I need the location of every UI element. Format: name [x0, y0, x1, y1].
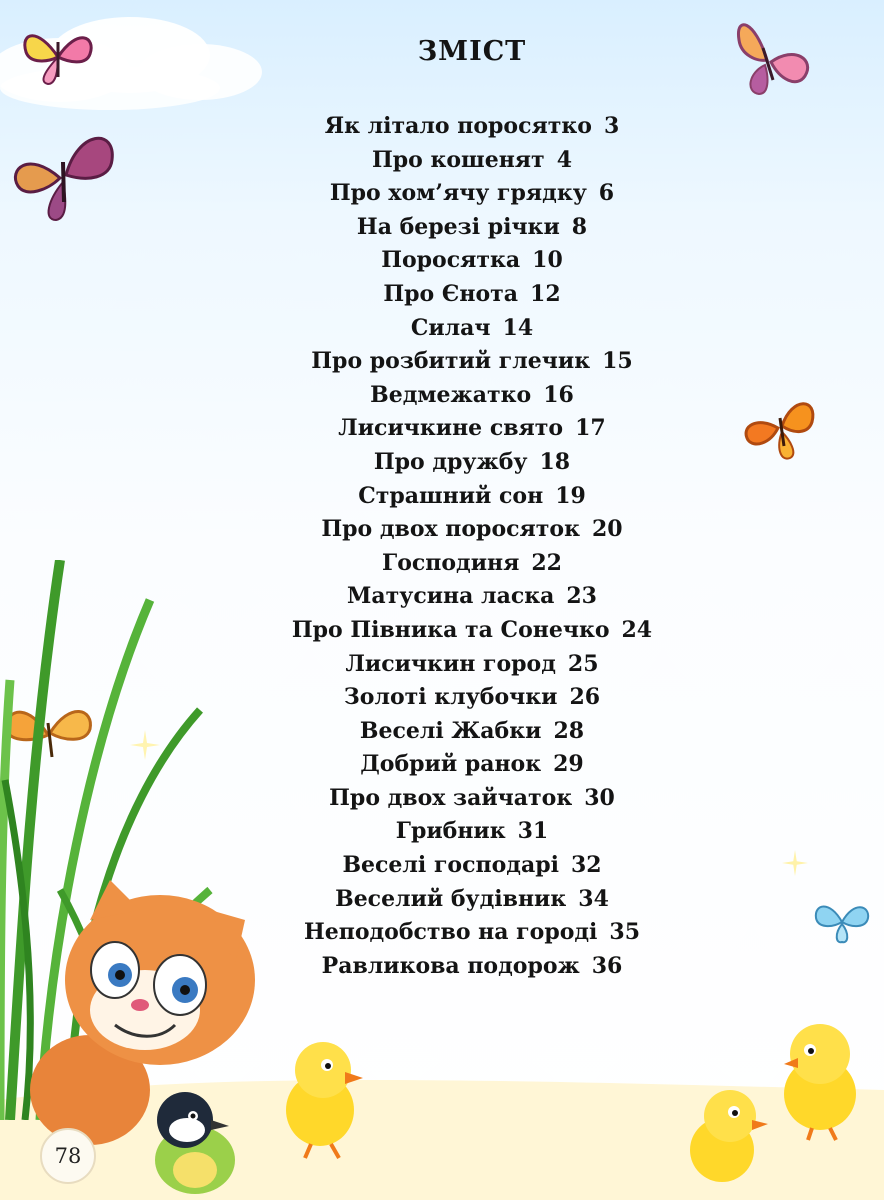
toc-entry-page: 18 [539, 448, 571, 475]
toc-entry [0, 345, 884, 379]
toc-entry-title: Про кошенят [372, 146, 545, 173]
toc-entry-page: 8 [571, 213, 588, 240]
toc-entry-page: 12 [530, 280, 561, 307]
toc-entry-page: 34 [578, 885, 609, 912]
toc-entry [0, 580, 884, 614]
toc-entry-page: 19 [555, 482, 586, 509]
toc-entry [0, 144, 884, 178]
toc-entry-title: Добрий ранок [360, 751, 542, 778]
toc-entry-title: Матусина ласка [347, 583, 555, 610]
toc-entry-title: Грибник [395, 818, 506, 845]
chick-illustration [680, 1080, 770, 1190]
toc-entry-title: Неподобство на городі [303, 919, 598, 946]
toc-entry [0, 782, 884, 816]
toc-entry-page: 17 [575, 415, 606, 442]
toc-entry-page: 14 [502, 314, 534, 341]
toc-entry [0, 312, 884, 346]
toc-entry-page: 32 [570, 852, 602, 879]
toc-entry-title: Веселі Жабки [359, 717, 542, 744]
chick-illustration [275, 1030, 365, 1160]
toc-entry-page: 28 [553, 717, 585, 744]
toc-entry-page: 35 [609, 919, 641, 946]
toc-entry-page: 6 [598, 180, 615, 207]
toc-entry [0, 110, 884, 144]
toc-entry-title: Веселий будівник [335, 885, 567, 912]
toc-entry-title: Про дружбу [373, 448, 528, 475]
toc-entry [0, 278, 884, 312]
toc-entry-title: Лисичкине свято [338, 415, 564, 442]
toc-entry [0, 748, 884, 782]
toc-entry-title: Веселі господарі [342, 852, 559, 879]
toc-entry-page: 3 [603, 113, 620, 139]
toc-entry-title: Равликова подорож [321, 952, 580, 979]
toc-entry-title: Силач [410, 314, 491, 341]
toc-entry-title: Про Єнота [383, 280, 519, 307]
toc-entry-page: 20 [591, 516, 623, 543]
toc-entry [0, 815, 884, 849]
toc-entry-title: Про хом’ячу грядку [329, 180, 587, 207]
toc-entry [0, 916, 884, 950]
toc-entry [0, 681, 884, 715]
toc-entry-title: Поросятка [381, 247, 521, 274]
toc-entry [0, 480, 884, 514]
toc-entry [0, 412, 884, 446]
toc-entry-page: 36 [591, 952, 623, 979]
toc-entry-title: Золоті клубочки [343, 684, 558, 711]
toc-entry-title: Як літало поросятко [324, 113, 592, 139]
bird-illustration [145, 1090, 245, 1200]
toc-entry [0, 211, 884, 245]
toc-entry [0, 513, 884, 547]
toc-entry-page: 29 [553, 751, 584, 778]
toc-entry-page: 4 [556, 146, 572, 173]
toc-entry [0, 849, 884, 883]
toc-entry-page: 26 [569, 684, 601, 711]
toc-entry-title: Страшний сон [358, 482, 544, 509]
toc-entry-title: На березі річки [356, 213, 560, 240]
toc-entry-page: 22 [531, 549, 562, 576]
toc-entry-page: 30 [584, 784, 615, 811]
toc-entry [0, 177, 884, 211]
toc-entry-page: 16 [543, 381, 574, 408]
toc-entry [0, 379, 884, 413]
toc-entry-page: 15 [602, 348, 633, 375]
toc-entry-page: 24 [621, 616, 653, 643]
toc-entry [0, 244, 884, 278]
table-of-contents [0, 110, 884, 983]
toc-entry-page: 10 [532, 247, 563, 274]
toc-entry [0, 648, 884, 682]
toc-entry-title: Лисичкин город [345, 650, 556, 677]
page-title: ЗМІСТ [417, 36, 527, 67]
toc-entry-page: 23 [566, 583, 597, 610]
toc-entry-title: Ведмежатко [370, 381, 532, 408]
toc-entry [0, 446, 884, 480]
toc-entry-title: Про розбитий глечик [311, 348, 591, 375]
toc-entry-page: 25 [567, 650, 599, 677]
toc-entry-title: Господиня [382, 549, 520, 576]
toc-entry [0, 883, 884, 917]
toc-entry [0, 715, 884, 749]
toc-entry-title: Про двох зайчаток [329, 784, 573, 811]
page-number: 78 [40, 1128, 96, 1184]
toc-entry [0, 950, 884, 984]
toc-entry [0, 614, 884, 648]
toc-entry-page: 31 [517, 818, 549, 845]
toc-entry-title: Про двох поросяток [321, 516, 580, 543]
toc-entry-title: Про Півника та Сонечко [291, 616, 610, 643]
chick-illustration [768, 1012, 868, 1142]
toc-entry [0, 547, 884, 581]
